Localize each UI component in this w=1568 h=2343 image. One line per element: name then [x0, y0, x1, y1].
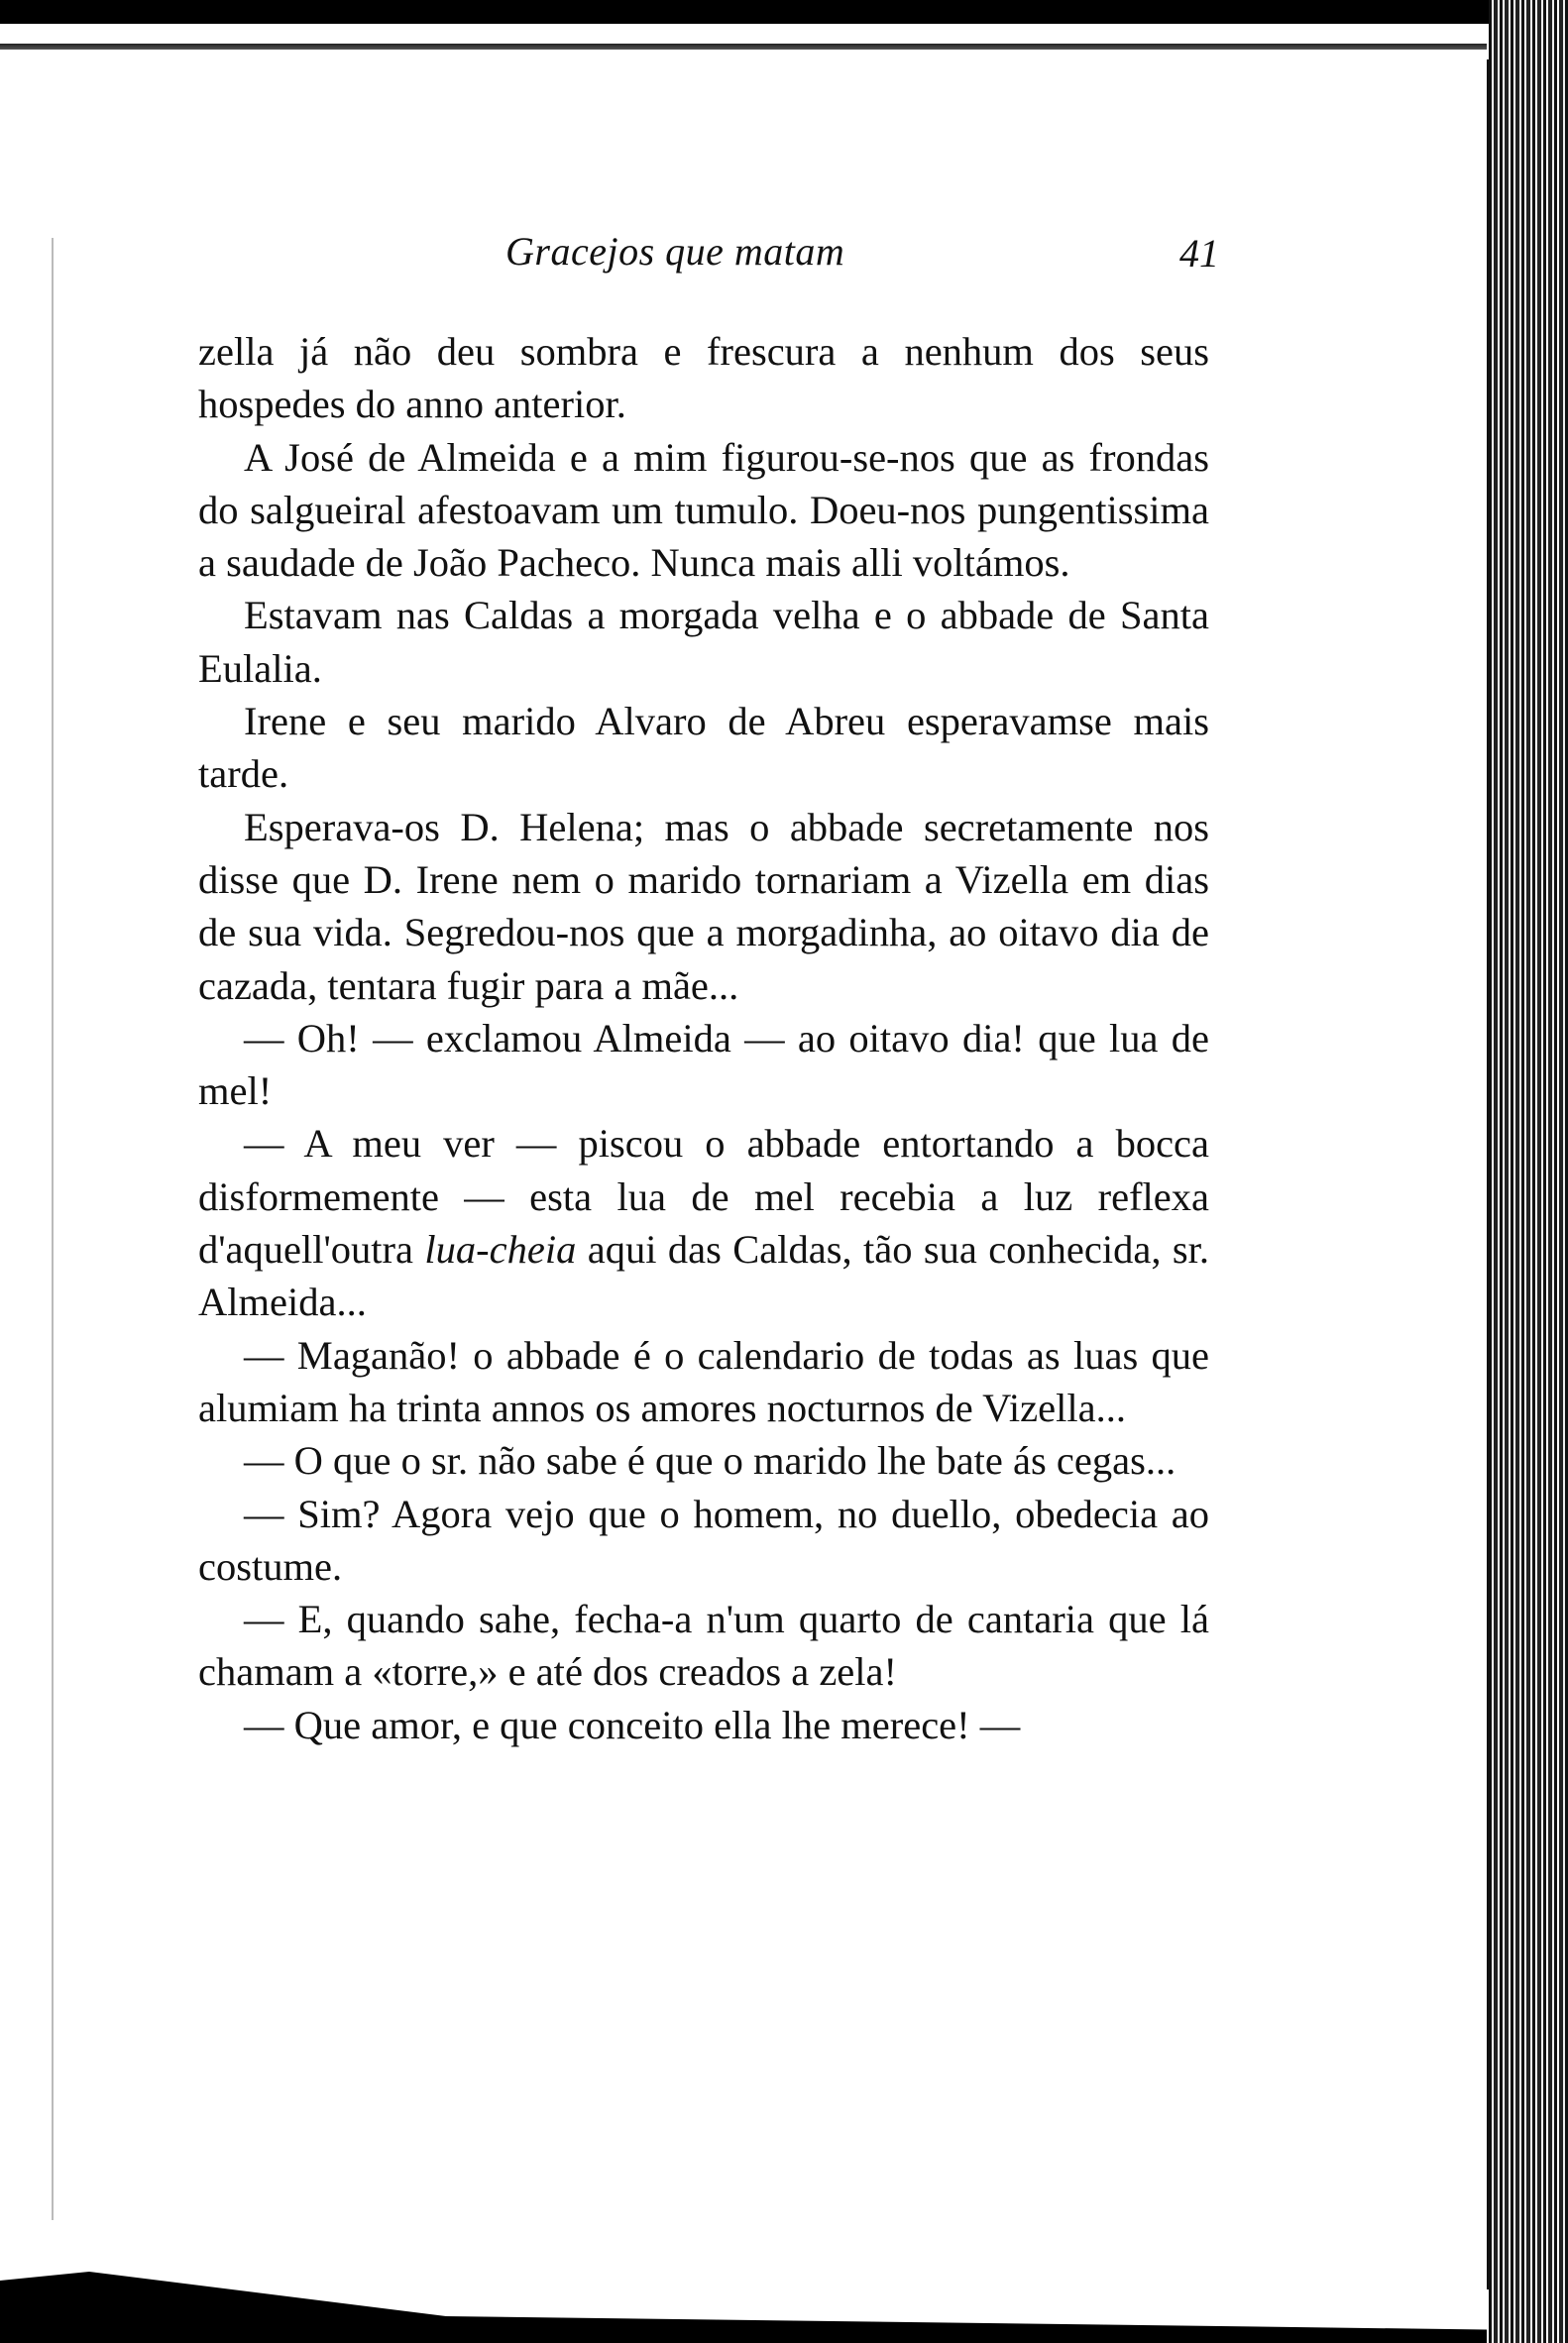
paragraph: [198, 1488, 1209, 1594]
text-run: zella já não deu sombra e frescura a nenhum dos seus hospedes do anno anterior.: [198, 329, 1209, 427]
page-left-margin-line: [52, 238, 54, 2220]
page-spine-line: [1487, 59, 1491, 2289]
paragraph: [198, 695, 1209, 801]
running-head: [198, 228, 1219, 287]
scan-edge-top-rule: [0, 44, 1487, 50]
text-run: — E, quando sahe, fecha-a n'um quarto de cantaria que lá chamam a «torre,» e até dos creados a zela!: [198, 1597, 1209, 1695]
scan-edge-top: [0, 0, 1568, 24]
italic-text: lua-cheia: [424, 1227, 577, 1273]
text-run: — Que amor, e que conceito ella lhe merece! —: [244, 1702, 1021, 1747]
text-run: — Oh! — exclamou Almeida — ao oitavo dia! que lua de mel!: [198, 1015, 1209, 1114]
paragraph: [198, 1593, 1209, 1699]
text-run: — Maganão! o abbade é o calendario de todas as luas que alumiam ha trinta annos os amores nocturnos de Vizella...: [198, 1332, 1209, 1430]
text-run: Irene e seu marido Alvaro de Abreu esperavamse mais tarde.: [198, 699, 1209, 797]
paragraph: [198, 801, 1209, 1012]
body-text: [198, 325, 1209, 1751]
scan-edge-right: [1489, 0, 1568, 2343]
text-run: Esperava-os D. Helena; mas o abbade secretamente nos disse que D. Irene nem o marido tornariam a Vizella em dias de sua vida. Segredou-nos que a morgadinha, ao oitavo dia de cazada, tentara fugir para a mãe...: [198, 804, 1209, 1008]
scan-edge-bottom-wedge: [0, 2254, 1487, 2343]
running-title: Gracejos que matam: [505, 229, 845, 274]
text-run: — Sim? Agora vejo que o homem, no duello, obedecia ao costume.: [198, 1491, 1209, 1589]
text-run: — O que o sr. não sabe é que o marido lhe bate ás cegas...: [244, 1438, 1176, 1484]
paragraph: [198, 431, 1209, 590]
text-run: A José de Almeida e a mim figurou-se-nos que as frondas do salgueiral afestoavam um tumulo. Doeu-nos pungentissima a saudade de João Pacheco. Nunca mais alli voltámos.: [198, 434, 1209, 586]
text-run: — A meu ver — piscou o abbade entortando a bocca disformemente — esta lua de mel recebia a luz reflexa d'aquell'outra: [198, 1121, 1209, 1273]
paragraph: [198, 1012, 1209, 1118]
text-run: aqui das Caldas, tão sua conhecida, sr. Almeida...: [198, 1227, 1210, 1325]
text-run: Estavam nas Caldas a morgada velha e o abbade de Santa Eulalia.: [198, 593, 1209, 691]
paragraph: [198, 1434, 1209, 1487]
page-number: 41: [1179, 231, 1219, 276]
paragraph: [198, 325, 1209, 431]
paragraph: [198, 589, 1209, 695]
paragraph: [198, 1329, 1209, 1435]
paragraph: [198, 1117, 1209, 1328]
paragraph: [198, 1699, 1209, 1751]
